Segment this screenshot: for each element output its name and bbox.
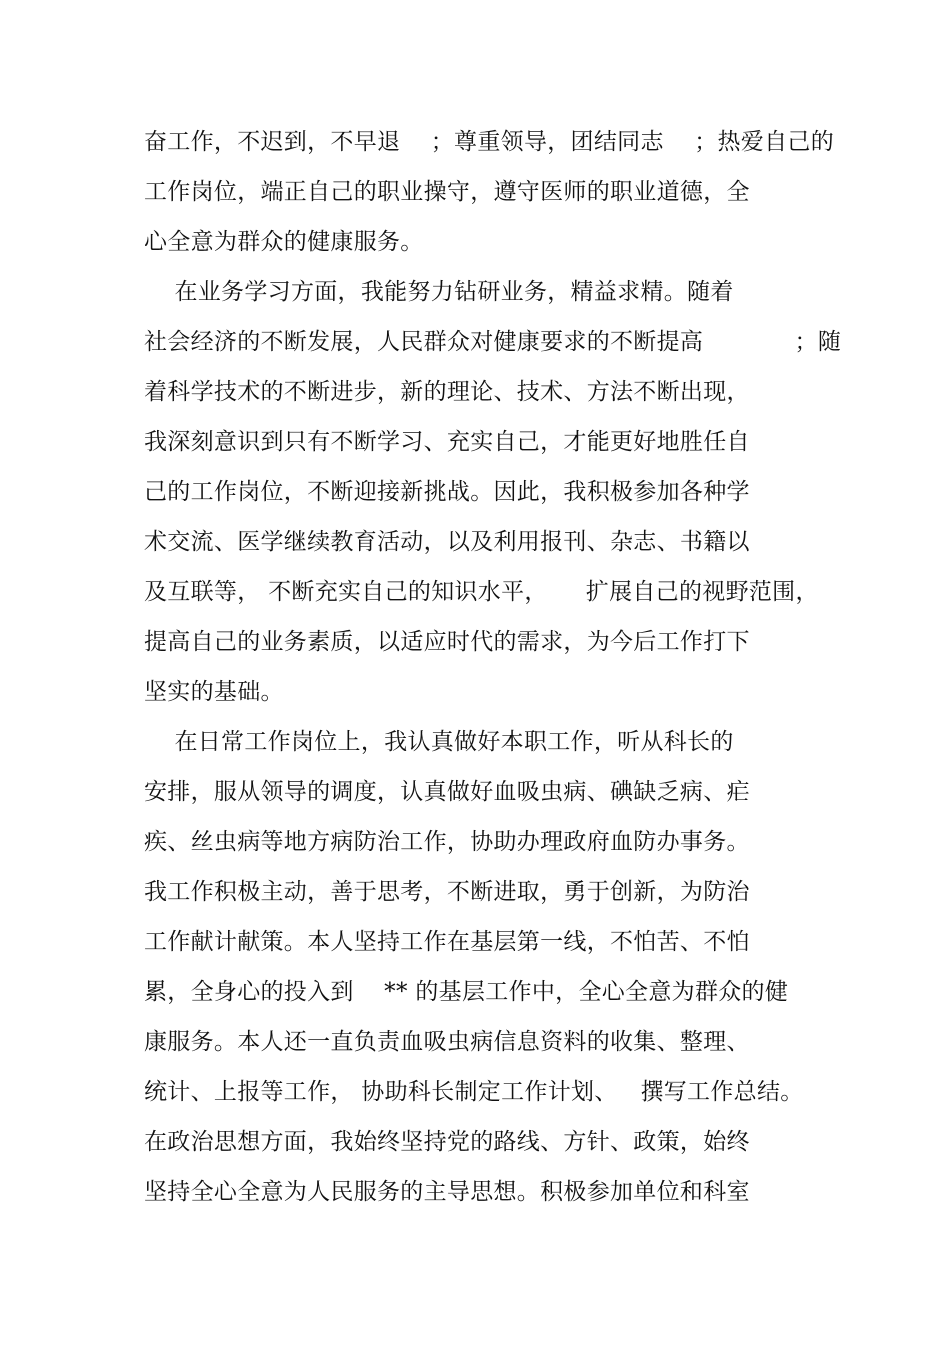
text-line-21: 在政治思想方面，我始终坚持党的路线、方针、政策，始终 bbox=[144, 1129, 750, 1155]
text-line-22: 坚持全心全意为人民服务的主导思想。积极参加单位和科室 bbox=[144, 1179, 750, 1205]
text-line-8: 己的工作岗位，不断迎接新挑战。因此，我积极参加各种学 bbox=[144, 479, 750, 505]
text-line-16: 我工作积极主动，善于思考，不断进取，勇于创新，为防治 bbox=[144, 879, 750, 905]
text-line-14: 安排，服从领导的调度，认真做好血吸虫病、碘缺乏病、疟 bbox=[144, 779, 750, 805]
text-line-1: 奋工作，不迟到，不早退 ；尊重领导，团结同志 ；热爱自己的 bbox=[144, 129, 834, 155]
text-line-5: 社会经济的不断发展，人民群众对健康要求的不断提高 ；随 bbox=[144, 329, 842, 355]
text-line-10: 及互联等， 不断充实自己的知识水平， 扩展自己的视野范围， bbox=[144, 579, 819, 605]
text-line-3: 心全意为群众的健康服务。 bbox=[144, 229, 424, 255]
text-line-17: 工作献计献策。本人坚持工作在基层第一线，不怕苦、不怕 bbox=[144, 929, 750, 955]
text-line-18: 累，全身心的投入到 ** 的基层工作中，全心全意为群众的健 bbox=[144, 979, 789, 1005]
text-line-7: 我深刻意识到只有不断学习、充实自己，才能更好地胜任自 bbox=[144, 429, 750, 455]
text-line-15: 疾、丝虫病等地方病防治工作，协助办理政府血防办事务。 bbox=[144, 829, 750, 855]
text-line-12: 坚实的基础。 bbox=[144, 679, 284, 705]
text-line-6: 着科学技术的不断进步，新的理论、技术、方法不断出现， bbox=[144, 379, 750, 405]
text-line-13: 在日常工作岗位上，我认真做好本职工作，听从科长的 bbox=[144, 729, 734, 755]
text-line-4: 在业务学习方面，我能努力钻研业务，精益求精。随着 bbox=[144, 279, 734, 305]
text-line-19: 康服务。本人还一直负责血吸虫病信息资料的收集、整理、 bbox=[144, 1029, 750, 1055]
text-line-9: 术交流、医学继续教育活动，以及利用报刊、杂志、书籍以 bbox=[144, 529, 750, 555]
text-line-11: 提高自己的业务素质，以适应时代的需求，为今后工作打下 bbox=[144, 629, 750, 655]
text-line-20: 统计、上报等工作， 协助科长制定工作计划、 撰写工作总结。 bbox=[144, 1079, 804, 1105]
text-line-2: 工作岗位，端正自己的职业操守，遵守医师的职业道德，全 bbox=[144, 179, 750, 205]
